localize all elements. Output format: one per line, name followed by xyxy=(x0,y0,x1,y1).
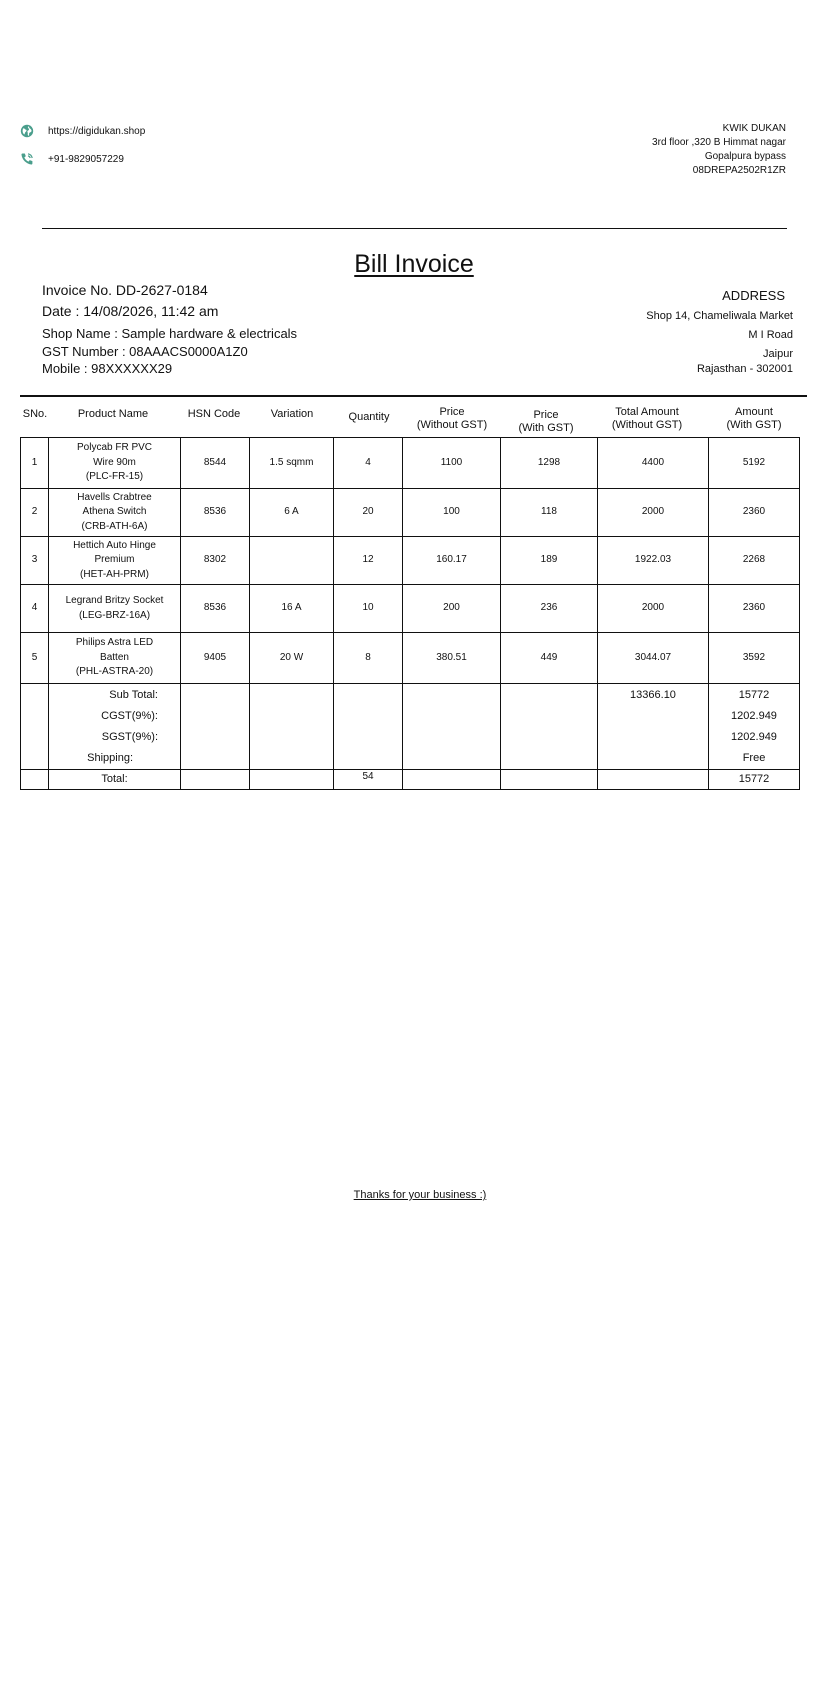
header-quantity: Quantity xyxy=(348,411,390,423)
header-price-with-gst: Price (With GST) xyxy=(518,409,574,434)
cell-amount-with-gst: 5192 xyxy=(709,438,800,489)
cell-hsn: 8302 xyxy=(181,537,250,585)
cell-price-without-gst: 100 xyxy=(403,489,501,537)
header-amount-with-gst: Amount (With GST) xyxy=(726,406,782,431)
header-sno: SNo. xyxy=(22,408,48,420)
header-product: Product Name xyxy=(77,408,149,420)
address-heading: ADDRESS xyxy=(722,288,785,303)
cell-price-without-gst: 1100 xyxy=(403,438,501,489)
cell-price-without-gst: 200 xyxy=(403,585,501,633)
address-line4: Rajasthan - 302001 xyxy=(696,363,793,375)
table-divider xyxy=(20,395,807,397)
invoice-gst-number: GST Number : 08AAACS0000A1Z0 xyxy=(42,344,248,359)
shop-details xyxy=(652,122,786,178)
shipping-value: Free xyxy=(742,752,766,764)
cell-total-without-gst: 2000 xyxy=(598,489,709,537)
cell-hsn: 8536 xyxy=(181,489,250,537)
cell-sno: 4 xyxy=(21,585,49,633)
invoice-number: Invoice No. DD-2627-0184 xyxy=(42,282,208,298)
summary-rows xyxy=(21,684,800,790)
cell-price-without-gst: 160.17 xyxy=(403,537,501,585)
sgst-label: SGST(9%): xyxy=(101,731,158,743)
cell-variation xyxy=(250,537,334,585)
table-row xyxy=(21,537,800,585)
cell-amount-with-gst: 2360 xyxy=(709,489,800,537)
address-line3: Jaipur xyxy=(763,348,793,360)
invoice-date: Date : 14/08/2026, 11:42 am xyxy=(42,303,219,319)
cell-price-with-gst: 236 xyxy=(501,585,598,633)
address-line1: Shop 14, Chameliwala Market xyxy=(646,310,793,322)
cell-product-name: Hettich Auto Hinge Premium (HET-AH-PRM) xyxy=(49,537,181,585)
item-rows xyxy=(21,438,800,684)
cell-product-name: Polycab FR PVC Wire 90m (PLC-FR-15) xyxy=(49,438,181,489)
cell-hsn: 9405 xyxy=(181,633,250,684)
header-price-without-gst: Price (Without GST) xyxy=(416,406,488,431)
globe-icon xyxy=(20,124,34,138)
cell-product-name: Legrand Britzy Socket (LEG-BRZ-16A) xyxy=(49,585,181,633)
summary-row xyxy=(21,684,800,770)
cell-quantity: 10 xyxy=(334,585,403,633)
header-variation: Variation xyxy=(270,408,314,420)
shipping-label: Shipping: xyxy=(87,752,133,764)
cell-sno: 5 xyxy=(21,633,49,684)
cell-amount-with-gst: 2360 xyxy=(709,585,800,633)
cell-variation: 1.5 sqmm xyxy=(250,438,334,489)
phone-text[interactable]: +91-9829057229 xyxy=(48,153,124,165)
cell-sno: 1 xyxy=(21,438,49,489)
header-total-without-gst: Total Amount (Without GST) xyxy=(611,406,683,431)
cell-variation: 6 A xyxy=(250,489,334,537)
total-label: Total: xyxy=(49,770,181,790)
invoice-mobile: Mobile : 98XXXXXX29 xyxy=(42,361,173,376)
cell-price-with-gst: 1298 xyxy=(501,438,598,489)
table-row xyxy=(21,489,800,537)
invoice-shop-name: Shop Name : Sample hardware & electricals xyxy=(42,326,298,341)
website-contact xyxy=(20,124,145,138)
cell-amount-with-gst: 2268 xyxy=(709,537,800,585)
cell-total-without-gst: 4400 xyxy=(598,438,709,489)
cell-product-name: Havells Crabtree Athena Switch (CRB-ATH-6A) xyxy=(49,489,181,537)
phone-contact xyxy=(20,152,124,166)
cell-variation: 20 W xyxy=(250,633,334,684)
cell-sno: 3 xyxy=(21,537,49,585)
thanks-message: Thanks for your business :) xyxy=(353,1189,487,1201)
cell-price-without-gst: 380.51 xyxy=(403,633,501,684)
table-row xyxy=(21,438,800,489)
cell-sno: 2 xyxy=(21,489,49,537)
cell-total-without-gst: 1922.03 xyxy=(598,537,709,585)
header-hsn: HSN Code xyxy=(187,408,241,420)
cell-total-without-gst: 3044.07 xyxy=(598,633,709,684)
total-row xyxy=(21,770,800,790)
cell-variation: 16 A xyxy=(250,585,334,633)
cell-hsn: 8536 xyxy=(181,585,250,633)
total-quantity: 54 xyxy=(334,770,403,790)
cell-quantity: 12 xyxy=(334,537,403,585)
address-line2: M I Road xyxy=(748,329,793,341)
cell-total-without-gst: 2000 xyxy=(598,585,709,633)
grand-total: 15772 xyxy=(709,770,800,790)
cell-product-name: Philips Astra LED Batten (PHL-ASTRA-20) xyxy=(49,633,181,684)
items-table xyxy=(20,437,800,790)
subtotal-without-gst: 13366.10 xyxy=(630,689,676,701)
cell-price-with-gst: 189 xyxy=(501,537,598,585)
cell-hsn: 8544 xyxy=(181,438,250,489)
shop-gstin: 08DREPA2502R1ZR xyxy=(692,165,786,176)
subtotal-with-gst: 15772 xyxy=(738,689,770,701)
cell-quantity: 4 xyxy=(334,438,403,489)
website-text[interactable]: https://digidukan.shop xyxy=(48,125,146,137)
shop-address-line2: Gopalpura bypass xyxy=(704,151,786,162)
page-title: Bill Invoice xyxy=(354,250,474,278)
cell-price-with-gst: 118 xyxy=(501,489,598,537)
cgst-value: 1202.949 xyxy=(731,710,777,722)
phone-icon xyxy=(20,152,34,166)
cgst-label: CGST(9%): xyxy=(101,710,158,722)
table-row xyxy=(21,585,800,633)
sgst-value: 1202.949 xyxy=(731,731,777,743)
cell-quantity: 8 xyxy=(334,633,403,684)
header-divider xyxy=(42,228,787,229)
subtotal-label: Sub Total: xyxy=(109,689,158,701)
table-row xyxy=(21,633,800,684)
shop-address-line1: 3rd floor ,320 B Himmat nagar xyxy=(652,137,786,148)
cell-quantity: 20 xyxy=(334,489,403,537)
shop-name: KWIK DUKAN xyxy=(722,123,786,134)
cell-price-with-gst: 449 xyxy=(501,633,598,684)
cell-amount-with-gst: 3592 xyxy=(709,633,800,684)
table-header xyxy=(20,406,800,436)
